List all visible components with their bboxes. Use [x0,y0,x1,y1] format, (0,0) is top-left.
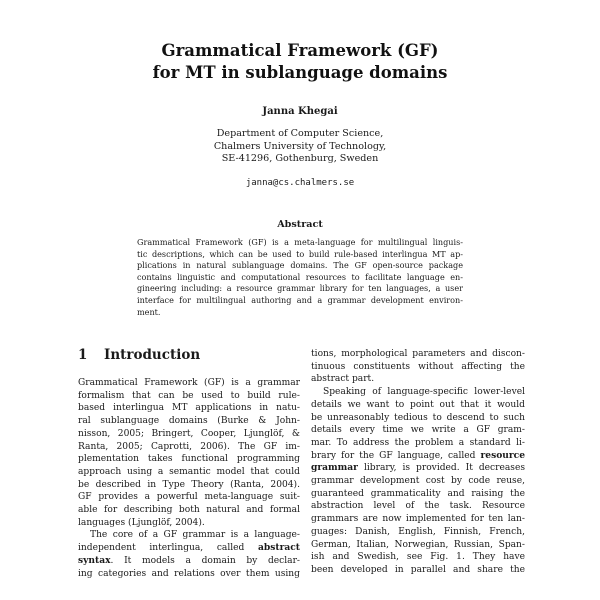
body-line: guaranteed grammaticality and raising the [311,488,525,499]
abstract-line: gineering including: a resource grammar library for ten languages, a user [137,283,463,294]
abstract-line: interface for multilingual authoring and a grammar development environ- [137,294,463,305]
body-line: nisson, 2005; Bringert, Cooper, Ljunglöf, & [78,428,300,439]
keyword-syntax: syntax [78,554,111,566]
affiliation-line: Department of Computer Science, [216,128,384,139]
body-line: able for describing both natural and formal [78,505,300,516]
body-line: languages (Ljunglöf, 2004). [78,517,205,528]
body-line: details we want to point out that it would [311,399,525,410]
body-line: German, Italian, Norwegian, Russian, Span- [311,539,525,550]
title-line-1: Grammatical Framework (GF) [161,41,439,60]
right-column [311,348,525,577]
body-line: plementation takes functional programming [78,454,300,465]
affiliation-line: Chalmers University of Technology, [213,140,387,152]
text-fragment: brary for the GF language, called [311,450,476,461]
body-line: be described in Type Theory (Ranta, 2004). [78,479,300,490]
abstract-line: Grammatical Framework (GF) is a meta-language for multilingual linguis- [137,237,463,247]
abstract-heading: Abstract [277,219,323,230]
body-line: approach using a semantic model that could [78,466,300,477]
body-line: guages: Danish, English, Finnish, French, [311,526,525,537]
body-line: grammar development cost by code reuse, [311,476,525,487]
abstract-line: plications in natural sublanguage domains. The GF open-source package [137,260,463,271]
text-fragment: library, is provided. It decreases [357,463,525,474]
author-name: Janna Khegai [262,106,338,117]
body-line: Speaking of language-specific lower-level [323,387,525,398]
body-line: abstract part. [311,374,375,385]
text-fragment: . It models a domain by declar- [110,555,300,566]
body-line: abstraction level of the task. Resource [311,501,525,512]
body-line [311,450,525,463]
body-line: GF provides a powerful meta-language suit- [78,492,300,503]
body-line: grammars are now implemented for ten lan- [311,514,525,525]
section-title: Introduction [104,347,201,363]
body-line: ish and Swedish, see Fig. 1. They have [311,552,525,563]
body-line: based interlingua MT applications in natu- [78,403,300,414]
abstract-line: contains linguistic and computational resources to facilitate language en- [137,271,463,282]
body-line: ral sublanguage domains (Burke & John- [78,416,300,427]
body-line: tinuous constituents without affecting the [311,361,525,372]
section-heading [78,347,200,363]
keyword-resource: resource [480,449,525,461]
keyword-abstract: abstract [258,542,300,554]
body-line [78,542,300,555]
title-line-2: for MT in sublanguage domains [152,63,448,82]
affiliation [0,128,600,166]
text-fragment: independent interlingua, called [78,543,245,554]
body-line: Ranta, 2005; Caprotti, 2006). The GF im- [78,441,300,452]
body-line: mar. To address the problem a standard li- [311,437,525,448]
author-email: janna@cs.chalmers.se [245,178,355,188]
keyword-grammar: grammar [311,462,358,474]
paper-title [0,40,600,84]
affiliation-line: SE-41296, Gothenburg, Sweden [221,153,379,164]
body-line: The core of a GF grammar is a language- [90,530,300,541]
body-line: formalism that can be used to build rule- [78,390,300,401]
body-line: been developed in parallel and share the [311,564,525,575]
body-line: tions, morphological parameters and discon- [311,349,525,359]
abstract-line: ment. [137,306,161,317]
body-line: ing categories and relations over them using [78,568,300,579]
body-line [311,462,525,475]
body-line: Grammatical Framework (GF) is a grammar [78,378,300,388]
left-column [78,377,300,580]
body-line [78,555,300,568]
section-number: 1 [78,347,88,363]
abstract-line: tic descriptions, which can be used to build rule-based interlingua MT ap- [137,248,463,259]
body-line: be unreasonably tedious to descend to such [311,412,525,423]
abstract-body [137,237,463,318]
body-line: details every time we write a GF gram- [311,425,525,436]
